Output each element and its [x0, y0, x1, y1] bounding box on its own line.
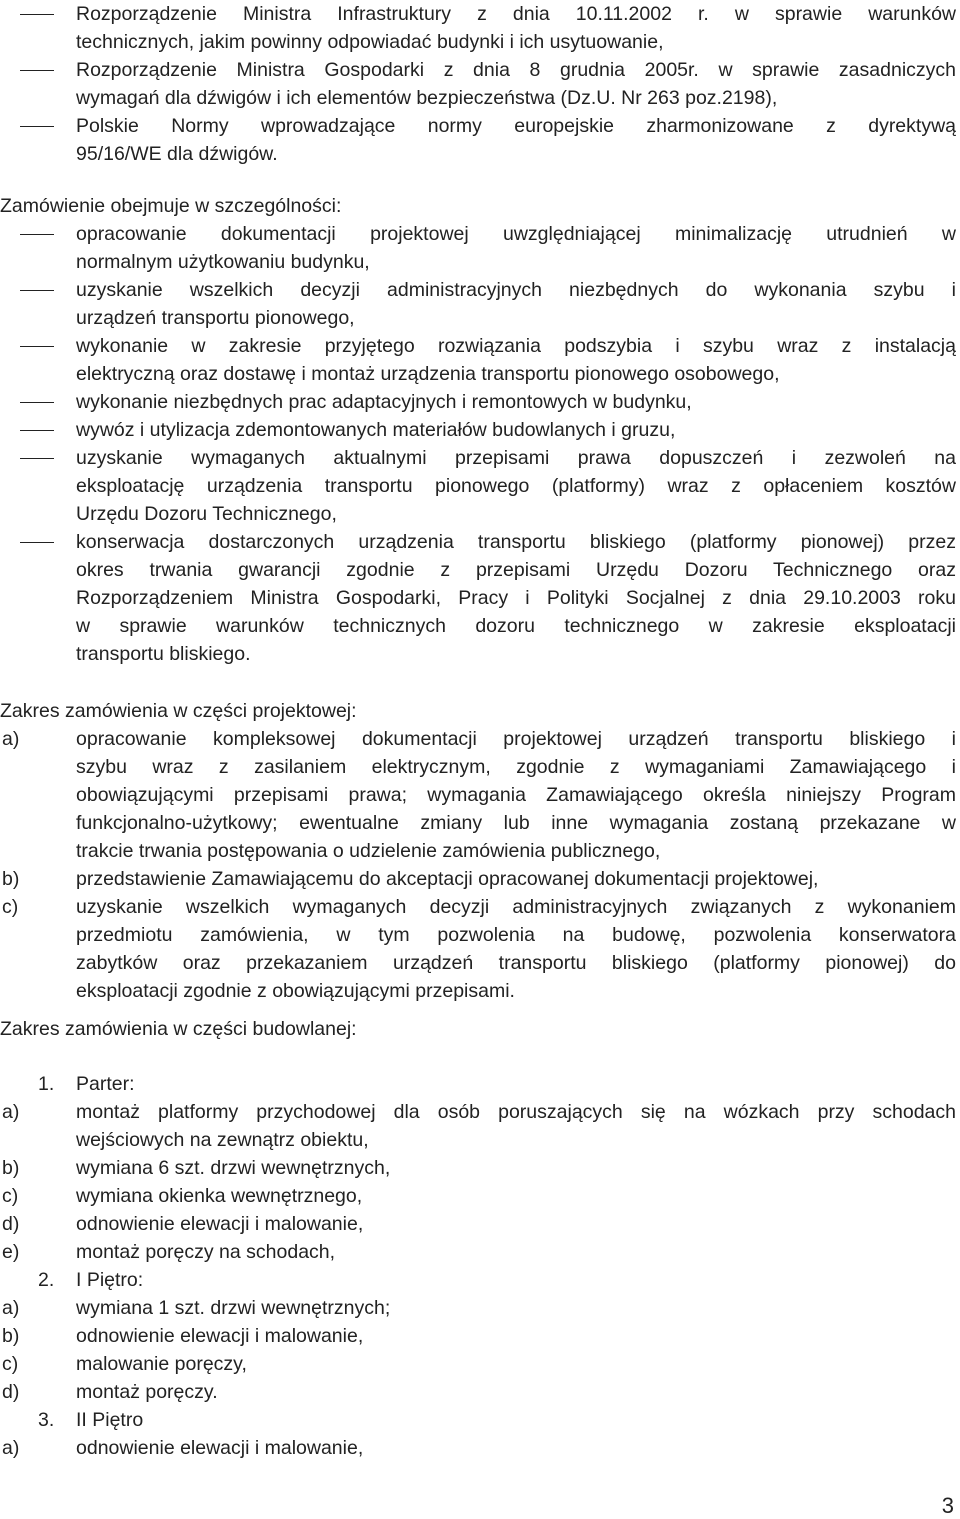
list-item-text: okres trwania gwarancji zgodnie z przepisami Urzędu Dozoru Technicznego oraz: [76, 559, 956, 581]
list-item-line: [0, 360, 960, 388]
dash-bullet-icon: [20, 542, 54, 543]
list-item-text: wykonanie niezbędnych prac adaptacyjnych i remontowych w budynku,: [76, 391, 692, 413]
dash-bullet-icon: [20, 14, 54, 15]
list-item-line: [0, 444, 960, 472]
list-item-text: szybu wraz z zasilaniem elektrycznym, zgodnie z wymaganiami Zamawiającego i: [76, 756, 956, 778]
list-item-text: 95/16/WE dla dźwigów.: [76, 143, 278, 165]
list-item-text: odnowienie elewacji i malowanie,: [76, 1325, 364, 1347]
list-item-line: [0, 1406, 960, 1434]
list-item-text: I Piętro:: [76, 1269, 144, 1291]
list-item-text: eksploatację urządzenia transportu pionowego (platformy) wraz z opłaceniem kosztów: [76, 475, 956, 497]
list-item-text: technicznych, jakim powinny odpowiadać budynki i ich usytuowanie,: [76, 31, 664, 53]
list-item-line: [0, 753, 960, 781]
dash-bullet-icon: [20, 402, 54, 403]
list-marker: d): [2, 1213, 20, 1235]
list-item-text: trakcie trwania postępowania o udzielenie zamówienia publicznego,: [76, 840, 661, 862]
scope-heading: [0, 192, 960, 220]
list-item-line: [0, 1182, 960, 1210]
list-item-line: [0, 837, 960, 865]
list-item-line: [0, 248, 960, 276]
list-item-line: [0, 1294, 960, 1322]
list-item-text: wywóz i utylizacja zdemontowanych materiałów budowlanych i gruzu,: [76, 419, 676, 441]
list-item-line: [0, 1126, 960, 1154]
list-item-line: [0, 1322, 960, 1350]
list-item-text: odnowienie elewacji i malowanie,: [76, 1213, 364, 1235]
list-item-text: montaż poręczy na schodach,: [76, 1241, 336, 1263]
list-item-line: [0, 612, 960, 640]
list-marker: a): [2, 1437, 20, 1459]
list-item-line: [0, 781, 960, 809]
scope-heading-text: Zamówienie obejmuje w szczególności:: [0, 195, 342, 217]
dash-bullet-icon: [20, 346, 54, 347]
list-item-text: zabytków oraz przekazaniem urządzeń transportu bliskiego (platformy pionowej) do: [76, 952, 956, 974]
list-item-text: elektryczną oraz dostawę i montaż urządzenia transportu pionowego osobowego,: [76, 363, 780, 385]
list-item-line: [0, 472, 960, 500]
dash-bullet-icon: [20, 458, 54, 459]
list-item-line: [0, 0, 960, 28]
list-item-text: Rozporządzeniem Ministra Gospodarki, Pracy i Polityki Socjalnej z dnia 29.10.2003 roku: [76, 587, 956, 609]
list-marker: b): [2, 1325, 20, 1347]
list-item-line: [0, 140, 960, 168]
list-marker: c): [2, 1353, 19, 1375]
list-item-line: [0, 1378, 960, 1406]
list-item-text: Rozporządzenie Ministra Gospodarki z dnia 8 grudnia 2005r. w sprawie zasadniczych: [76, 59, 956, 81]
list-item-line: [0, 865, 960, 893]
list-item-text: eksploatacji zgodnie z obowiązującymi przepisami.: [76, 980, 515, 1002]
list-item-line: [0, 304, 960, 332]
list-item-text: opracowanie dokumentacji projektowej uwzględniającej minimalizację utrudnień w: [76, 223, 956, 245]
list-item-line: [0, 112, 960, 140]
list-marker: b): [2, 1157, 20, 1179]
list-item-line: [0, 949, 960, 977]
list-item-line: [0, 56, 960, 84]
list-marker: d): [2, 1381, 20, 1403]
list-item-line: [0, 921, 960, 949]
list-item-text: w sprawie warunków technicznych dozoru technicznego w zakresie eksploatacji: [76, 615, 956, 637]
list-item-line: [0, 84, 960, 112]
design-heading: [0, 697, 960, 725]
list-item-line: [0, 893, 960, 921]
list-item-line: [0, 1434, 960, 1462]
list-item-text: uzyskanie wymaganych aktualnymi przepisami prawa dopuszczeń i zezwoleń na: [76, 447, 956, 469]
list-item-text: Urzędu Dozoru Technicznego,: [76, 503, 337, 525]
list-item-line: [0, 528, 960, 556]
list-item-line: [0, 809, 960, 837]
list-item-text: urządzeń transportu pionowego,: [76, 307, 355, 329]
list-item-text: Parter:: [76, 1073, 135, 1095]
list-item-text: uzyskanie wszelkich decyzji administracyjnych niezbędnych do wykonania szybu i: [76, 279, 956, 301]
list-item-text: montaż poręczy.: [76, 1381, 218, 1403]
list-item-line: [0, 332, 960, 360]
dash-bullet-icon: [20, 234, 54, 235]
list-item-line: [0, 220, 960, 248]
list-item-text: malowanie poręczy,: [76, 1353, 247, 1375]
page-number: 3: [941, 1493, 954, 1518]
dash-bullet-icon: [20, 430, 54, 431]
list-item-text: wymiana 1 szt. drzwi wewnętrznych;: [76, 1297, 391, 1319]
list-item-text: normalnym użytkowaniu budynku,: [76, 251, 370, 273]
list-item-text: odnowienie elewacji i malowanie,: [76, 1437, 364, 1459]
list-item-line: [0, 1210, 960, 1238]
list-marker: a): [2, 728, 20, 750]
construction-heading: [0, 1015, 960, 1043]
list-item-line: [0, 276, 960, 304]
list-item-line: [0, 725, 960, 753]
list-item-line: [0, 584, 960, 612]
list-item-text: uzyskanie wszelkich wymaganych decyzji administracyjnych związanych z wykonaniem: [76, 896, 956, 918]
list-item-line: [0, 1266, 960, 1294]
list-item-text: wymiana 6 szt. drzwi wewnętrznych,: [76, 1157, 391, 1179]
list-item-line: [0, 1238, 960, 1266]
list-item-line: [0, 1070, 960, 1098]
list-item-text: wykonanie w zakresie przyjętego rozwiązania podszybia i szybu wraz z instalacją: [76, 335, 956, 357]
list-item-line: [0, 416, 960, 444]
list-item-text: Polskie Normy wprowadzające normy europejskie zharmonizowane z dyrektywą: [76, 115, 956, 137]
list-marker: 3.: [38, 1409, 55, 1431]
list-item-text: II Piętro: [76, 1409, 144, 1431]
list-marker: c): [2, 1185, 19, 1207]
list-item-line: [0, 1098, 960, 1126]
list-marker: a): [2, 1297, 20, 1319]
list-marker: 2.: [38, 1269, 55, 1291]
list-marker: c): [2, 896, 19, 918]
list-item-line: [0, 28, 960, 56]
list-item-text: transportu bliskiego.: [76, 643, 251, 665]
list-item-text: funkcjonalno-użytkowy; ewentualne zmiany lub inne wymagania zostaną przekazane w: [76, 812, 956, 834]
dash-bullet-icon: [20, 290, 54, 291]
list-item-line: [0, 500, 960, 528]
list-item-line: [0, 640, 960, 668]
list-item-text: przedmiotu zamówienia, w tym pozwolenia na budowę, pozwolenia konserwatora: [76, 924, 956, 946]
list-item-line: [0, 1350, 960, 1378]
list-item-text: wymiana okienka wewnętrznego,: [76, 1185, 363, 1207]
list-item-text: montaż platformy przychodowej dla osób poruszających się na wózkach przy schodach: [76, 1101, 956, 1123]
list-marker: a): [2, 1101, 20, 1123]
design-heading-text: Zakres zamówienia w części projektowej:: [0, 700, 357, 722]
list-item-text: przedstawienie Zamawiającemu do akceptacji opracowanej dokumentacji projektowej,: [76, 868, 819, 890]
list-item-text: konserwacja dostarczonych urządzenia transportu bliskiego (platformy pionowej) przez: [76, 531, 956, 553]
list-item-text: Rozporządzenie Ministra Infrastruktury z dnia 10.11.2002 r. w sprawie warunków: [76, 3, 956, 25]
list-item-text: wejściowych na zewnątrz obiektu,: [76, 1129, 369, 1151]
list-item-line: [0, 388, 960, 416]
list-item-text: obowiązującymi przepisami prawa; wymagania Zamawiającego określa niniejszy Program: [76, 784, 956, 806]
list-item-text: wymagań dla dźwigów i ich elementów bezpieczeństwa (Dz.U. Nr 263 poz.2198),: [76, 87, 778, 109]
dash-bullet-icon: [20, 126, 54, 127]
list-marker: 1.: [38, 1073, 55, 1095]
list-item-text: opracowanie kompleksowej dokumentacji projektowej urządzeń transportu bliskiego i: [76, 728, 956, 750]
dash-bullet-icon: [20, 70, 54, 71]
construction-heading-text: Zakres zamówienia w części budowlanej:: [0, 1018, 357, 1040]
list-marker: e): [2, 1241, 20, 1263]
list-item-line: [0, 556, 960, 584]
list-marker: b): [2, 868, 20, 890]
list-item-line: [0, 1154, 960, 1182]
list-item-line: [0, 977, 960, 1005]
